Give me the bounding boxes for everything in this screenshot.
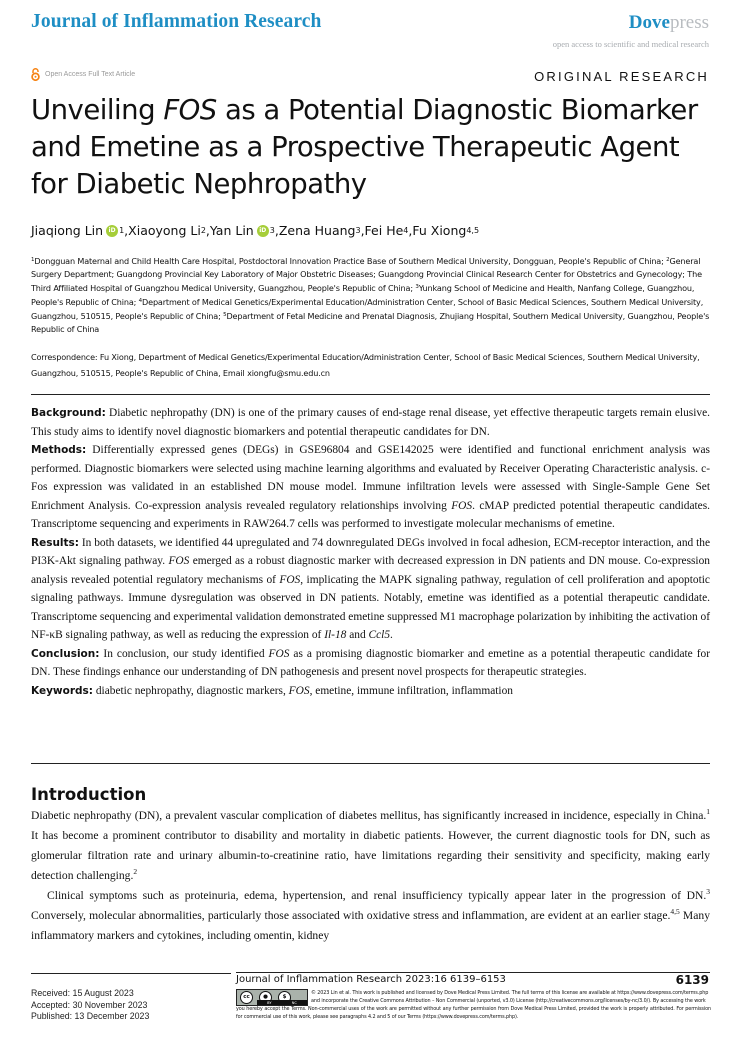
author-affiliation-ref[interactable]: 3 [269,226,275,235]
abstract-results [31,534,710,645]
footer-divider-left [31,973,231,974]
abstract-text: as a promising diagnostic biomarker and emetine as a potential therapeutic candidate for DN. These findings enhance our understanding of DN pathogenesis and present novel prospects for therapeutic strategies. [31,647,710,678]
gene-italic: FOS [279,573,301,586]
separator: , [360,223,365,238]
publisher-logo-bold: Dove [628,12,670,33]
article-type: ORIGINAL RESEARCH [534,69,709,84]
footer-divider-right [236,972,710,973]
open-access-badge [31,68,135,81]
abstract-keywords [31,682,710,701]
title-gene-italic: FOS [163,94,217,126]
abstract-background [31,404,710,441]
citation-ref[interactable]: 3 [706,887,710,896]
paragraph [31,806,710,886]
body-text: Conversely, molecular abnormalities, particularly those associated with oxidative stress and inflammation, are evident at an earlier stage. [31,909,671,922]
author-list [31,223,479,238]
published-date: Published: 13 December 2023 [31,1011,150,1021]
divider [31,394,710,395]
gene-italic: FOS [168,555,190,567]
keywords-text: , emetine, immune infiltration, inflammation [309,684,513,697]
affiliation-number: 3 [415,284,419,291]
abstract-text: Differentially expressed genes (DEGs) in GSE96804 and GSE142025 were identified and functional enrichment analysis was performed. Diagnostic biomarkers were selected using machine learning algorithms and evaluated by Receiver Operating Characteristic analysis. c-Fos expression was validated in an established DN mouse model. Immune infiltration levels were assessed with Single-Sample Gene Set Enrichment Analysis. Co-expression analysis revealed regulatory relationships involving [31,444,710,512]
abstract-text: . cMAP predicted potential therapeutic candidates. Transcriptome sequencing and experiments in RAW264.7 cells was performed to investigate molecular mechanisms of emetine. [31,499,710,530]
author-affiliation-ref[interactable]: 4 [403,226,409,235]
author[interactable] [279,223,356,238]
citation-ref[interactable]: 2 [133,867,138,876]
abstract-text: , implicating the MAPK signaling pathway, regulation of cell proliferation and apoptotic signaling pathways. Immune dysregulation was observed in DN patients. Notably, emetine was identified as a potential therapeutic candidate. Transcriptome sequencing and experimental validation demonstrated emetine suppressed M1 macrophage polarization by inhibiting the activation of NF-κB signaling pathway, as well as reducing the expression of [31,573,710,641]
author-affiliation-ref[interactable]: 3 [355,226,361,235]
citation-ref[interactable]: 4,5 [670,907,680,916]
orcid-icon[interactable]: iD [106,225,118,237]
affiliation-text: Department of Medical Genetics/Experimental Education/Administration Center, School of Basic Medical Sciences, Southern Medical University, Guangzhou, 510515, People's Republic of China; [31,297,704,322]
abstract-text: In conclusion, our study identified [99,647,269,660]
author-name: Fei He [364,223,404,238]
publisher-tagline: open access to scientific and medical research [552,39,709,49]
gene-italic: FOS [288,684,310,697]
section-label: Background: [31,407,106,419]
paragraph [31,886,710,946]
affiliations [31,254,711,337]
divider [31,763,710,764]
section-label: Methods: [31,444,87,456]
author-affiliation-ref[interactable]: 1 [119,226,125,235]
title-text: as a Potential Diagnostic Biomarker and Emetine as a Prospective Therapeutic Agent for Diabetic Nephropathy [31,94,698,200]
license-text: © 2023 Lin et al. This work is published and licensed by Dove Medical Press Limited. The full terms of this license are available at https://www.dovepress.com/terms.php and incorporate the Creative Commons Attribution – Non Commercial (unported, v3.0) License (http://creativecommons.org/licenses/by-nc/3.0/). By accessing the work [311,990,709,1005]
affiliation-number: 4 [138,298,143,305]
open-access-label: Open Access Full Text Article [45,71,136,78]
section-label: Keywords: [31,684,93,697]
journal-title[interactable]: Journal of Inflammation Research [31,11,322,32]
gene-italic: FOS [451,499,473,512]
received-date: Received: 15 August 2023 [31,988,134,998]
author-name: Fu Xiong [412,223,467,238]
author[interactable] [210,223,254,238]
publisher-logo[interactable] [629,12,709,34]
abstract-text: Diabetic nephropathy (DN) is one of the primary causes of end-stage renal disease, yet effective therapeutic targets remain elusive. This study aims to identify novel diagnostic biomarkers and potential therapeutic candidates for DN. [31,407,710,438]
page-number: 6139 [675,973,709,987]
section-label: Results: [31,536,79,549]
author[interactable] [412,223,466,238]
separator: , [408,223,413,238]
accepted-date: Accepted: 30 November 2023 [31,999,148,1010]
keywords-text: diabetic nephropathy, diagnostic markers, [92,684,289,697]
section-heading-introduction: Introduction [31,785,147,804]
body-text: Many inflammatory markers and cytokines, including omentin, kidney [31,909,710,942]
author-name: Yan Lin [209,223,254,238]
cc-license-badge[interactable] [236,989,308,1006]
separator: , [274,223,279,238]
cc-icon: cc [240,991,253,1004]
affiliation-text: General Surgery Department; Guangdong Provincial Key Laboratory of Major Obstetric Diseases; Guangdong Provincial Clinical Research Center for Obstetrics and Gynecology; The Third Affiliated Hospital of Guangzhou Medical University, Guangzhou, People's Republic of China; [31,256,702,294]
orcid-icon[interactable]: iD [257,225,269,237]
by-label: BY [267,1000,272,1005]
license-text-continued: you hereby accept the Terms. Non-commercial uses of the work are permitted without any further permission from Dove Medical Press Limited, provided the work is properly attributed. For permission for commercial use of this work, please see paragraphs 4.2 and 5 of our Terms (https://www.dovepress.com/terms.php). [236,1006,711,1021]
author[interactable] [31,223,103,238]
article-dates [31,988,149,1023]
abstract-conclusion [31,645,710,682]
open-access-lock-icon [31,68,40,81]
title-text: Unveiling [31,94,164,126]
abstract-text: and [346,629,369,641]
abstract-methods [31,441,710,534]
section-label: Conclusion: [31,647,100,660]
author-name: Zena Huang [278,223,356,238]
abstract-text: In both datasets, we identified 44 upregulated and 74 downregulated DEGs involved in focal adhesion, ECM-receptor interaction, and the PI3K-Akt signaling pathway. [31,536,710,567]
cc-by-nc-badge [236,989,308,1006]
author-name: Xiaoyong Li [128,223,201,238]
attribution-person-icon: ● [259,991,272,1004]
affiliation-text: Dongguan Maternal and Child Health Care Hospital, Postdoctoral Innovation Practice Base of Southern Medical University, Dongguan, People's Republic of China; [34,256,667,266]
author-name: Jiaqiong Lin [31,223,104,238]
abstract [31,404,710,700]
correspondence: Correspondence: Fu Xiong, Department of Medical Genetics/Experimental Education/Administration Center, School of Basic Medical Sciences, Southern Medical University, Guangzhou, 510515, People's Republic of China, Email xiongfu@smu.edu.cn [31,352,700,378]
journal-citation[interactable]: Journal of Inflammation Research 2023:16 6139–6153 [236,974,506,985]
non-commercial-icon: $ [278,991,291,1004]
abstract-text: emerged as a robust diagnostic marker with decreased expression in DN patients and DN mouse. Co-expression analysis revealed potential regulatory mechanisms of [31,555,710,586]
publisher-logo-light: press [669,12,709,33]
body-text: It has become a prominent contributor to disability and mortality in diabetic patients. However, the current diagnostic tools for DN, such as glomerular filtration rate and urinary albumin-to-creatinine ratio, have limitations regarding their sensitivity and specificity, making early detection challenging. [31,829,710,882]
gene-italic: Ccl5 [368,629,391,641]
affiliation-number: 1 [31,257,35,263]
gene-italic: Il-18 [324,629,347,641]
article-title [31,92,721,203]
author[interactable] [128,223,201,238]
body-text: Clinical symptoms such as proteinuria, edema, hypertension, and renal insufficiency typically appear later in the progression of DN. [47,889,707,902]
nc-label: NC [291,1000,297,1005]
author-affiliation-ref[interactable]: 2 [200,226,206,235]
separator: , [205,223,210,238]
affiliation-number: 2 [666,257,670,263]
affiliation-text: Yunkang School of Medicine and Health, Nanfang College, Guangzhou, People's Republic of China; [31,283,695,308]
author[interactable] [365,223,404,238]
gene-italic: FOS [268,647,290,660]
introduction-body [31,806,710,946]
citation-ref[interactable]: 1 [706,807,710,816]
affiliation-number: 5 [223,312,227,319]
body-text: Diabetic nephropathy (DN), a prevalent vascular complication of diabetes mellitus, has significantly increased in incidence, especially in China. [31,809,707,822]
separator: , [124,223,129,238]
abstract-text: . [390,629,393,641]
author-affiliation-ref[interactable]: 4,5 [466,226,480,235]
affiliation-text: Department of Fetal Medicine and Prenatal Diagnosis, Zhujiang Hospital, Southern Medical University, Guangzhou, People's Republic of China [31,311,710,335]
